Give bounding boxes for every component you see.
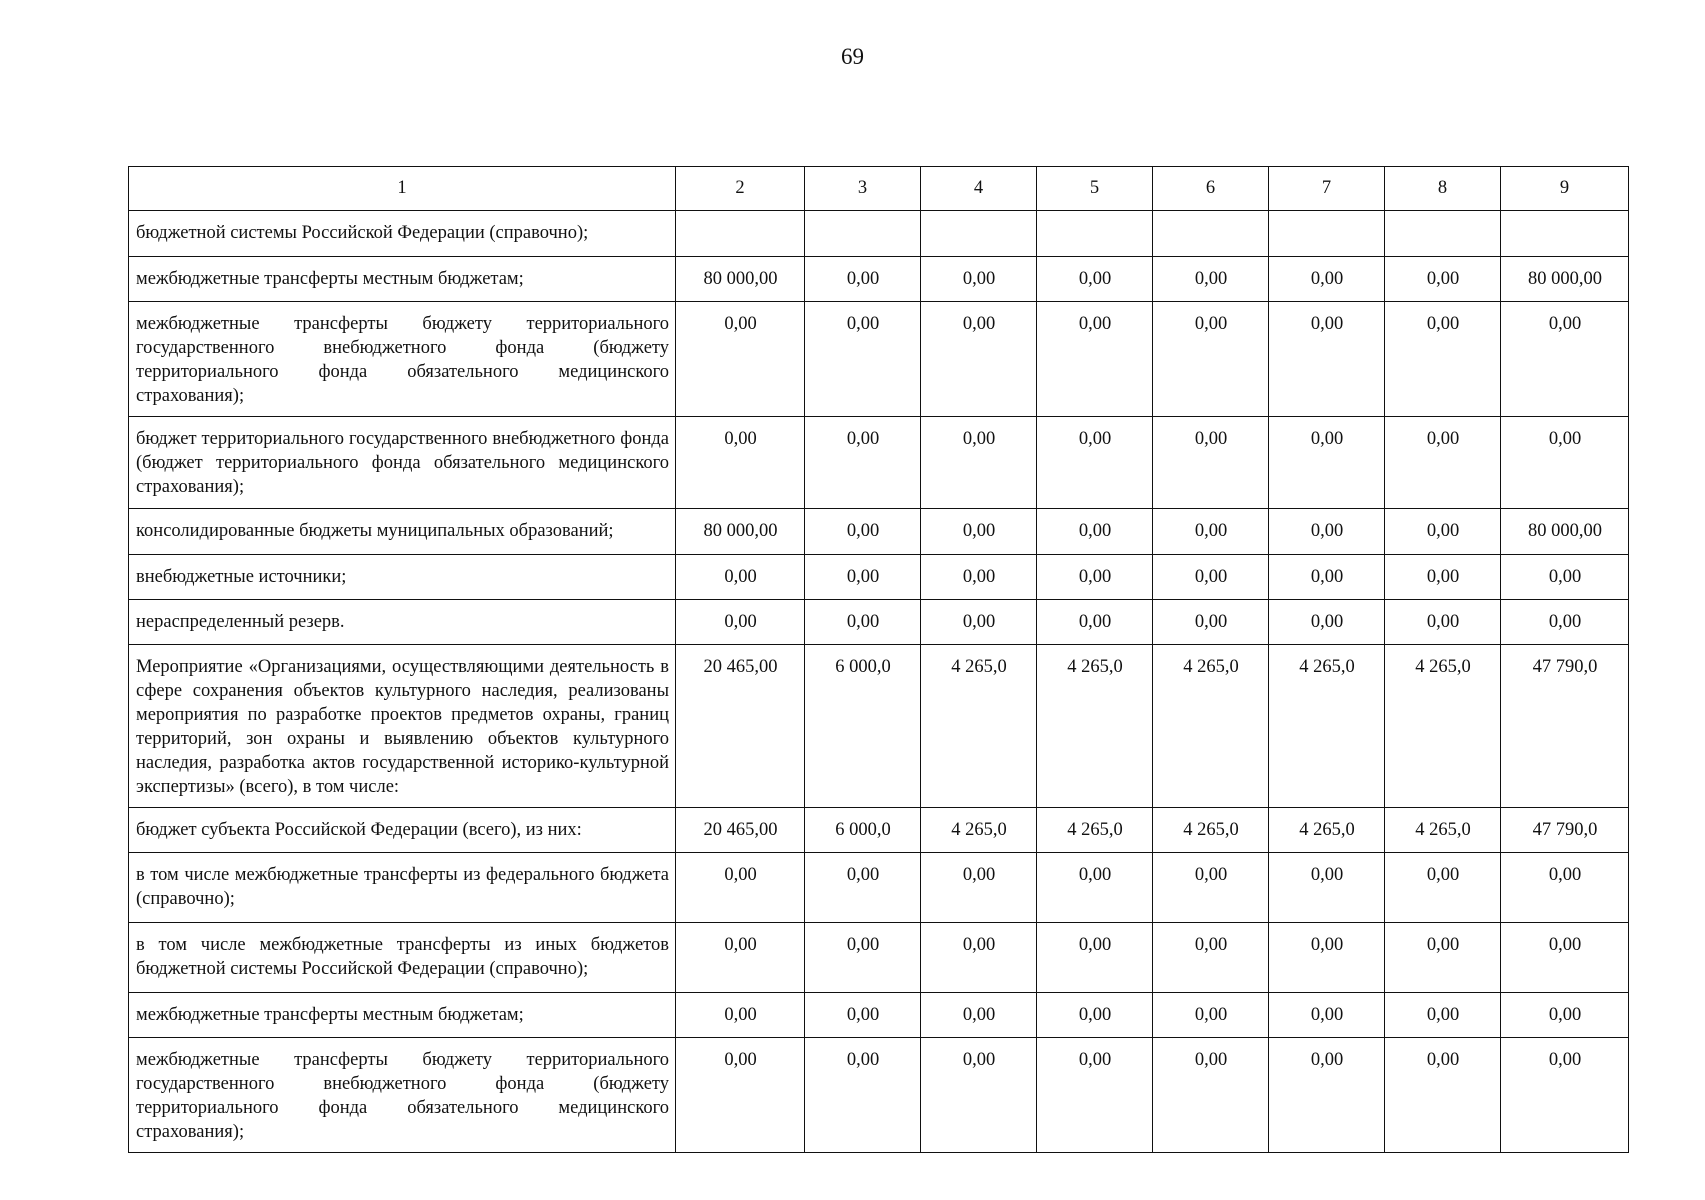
value-cell: 0,00	[1385, 993, 1501, 1038]
column-header: 1	[129, 167, 676, 211]
value-cell: 0,00	[1037, 257, 1153, 302]
table-row	[129, 1038, 1629, 1153]
value-cell: 0,00	[1037, 923, 1153, 993]
row-label: в том числе межбюджетные трансферты из иных бюджетов бюджетной системы Российской Федерации (справочно);	[129, 923, 676, 993]
row-label: внебюджетные источники;	[129, 555, 676, 600]
value-cell: 0,00	[805, 509, 921, 555]
value-cell: 0,00	[805, 417, 921, 509]
table-row	[129, 808, 1629, 853]
table-row	[129, 417, 1629, 509]
value-cell: 0,00	[805, 555, 921, 600]
table-row	[129, 923, 1629, 993]
value-cell: 0,00	[1385, 417, 1501, 509]
column-header: 4	[921, 167, 1037, 211]
row-label: нераспределенный резерв.	[129, 600, 676, 645]
value-cell: 0,00	[1037, 600, 1153, 645]
value-cell: 0,00	[1385, 853, 1501, 923]
value-cell: 47 790,0	[1501, 645, 1629, 808]
table-row	[129, 257, 1629, 302]
value-cell	[1037, 211, 1153, 257]
column-header: 5	[1037, 167, 1153, 211]
value-cell: 0,00	[1501, 1038, 1629, 1153]
value-cell: 4 265,0	[1385, 645, 1501, 808]
value-cell: 0,00	[1269, 1038, 1385, 1153]
value-cell: 0,00	[1153, 555, 1269, 600]
value-cell: 0,00	[1037, 993, 1153, 1038]
value-cell: 0,00	[1153, 1038, 1269, 1153]
table-row	[129, 509, 1629, 555]
budget-table	[128, 166, 1629, 1153]
value-cell: 4 265,0	[1269, 645, 1385, 808]
value-cell: 47 790,0	[1501, 808, 1629, 853]
value-cell: 0,00	[1153, 923, 1269, 993]
column-header: 2	[676, 167, 805, 211]
value-cell	[805, 211, 921, 257]
row-label: бюджетной системы Российской Федерации (справочно);	[129, 211, 676, 257]
value-cell: 80 000,00	[676, 257, 805, 302]
value-cell: 0,00	[1501, 993, 1629, 1038]
value-cell: 0,00	[1385, 257, 1501, 302]
value-cell: 0,00	[1269, 853, 1385, 923]
table-row	[129, 555, 1629, 600]
value-cell: 0,00	[1037, 853, 1153, 923]
value-cell: 0,00	[805, 853, 921, 923]
row-label: межбюджетные трансферты местным бюджетам;	[129, 993, 676, 1038]
value-cell: 20 465,00	[676, 645, 805, 808]
table-row	[129, 302, 1629, 417]
value-cell: 0,00	[676, 993, 805, 1038]
value-cell: 0,00	[676, 555, 805, 600]
value-cell: 0,00	[1269, 302, 1385, 417]
value-cell: 4 265,0	[921, 808, 1037, 853]
value-cell	[1269, 211, 1385, 257]
value-cell: 4 265,0	[1385, 808, 1501, 853]
value-cell: 4 265,0	[1037, 645, 1153, 808]
value-cell: 0,00	[1037, 302, 1153, 417]
column-header: 9	[1501, 167, 1629, 211]
value-cell: 0,00	[1153, 993, 1269, 1038]
table-row	[129, 853, 1629, 923]
value-cell: 0,00	[921, 257, 1037, 302]
value-cell: 0,00	[676, 853, 805, 923]
value-cell: 0,00	[1269, 417, 1385, 509]
value-cell: 20 465,00	[676, 808, 805, 853]
table-row	[129, 993, 1629, 1038]
value-cell: 4 265,0	[1037, 808, 1153, 853]
value-cell: 0,00	[1037, 509, 1153, 555]
value-cell	[1501, 211, 1629, 257]
table-row	[129, 645, 1629, 808]
header-row	[129, 167, 1629, 211]
row-label: бюджет территориального государственного внебюджетного фонда (бюджет территориального фонда обязательного медицинского страхования);	[129, 417, 676, 509]
value-cell: 0,00	[676, 1038, 805, 1153]
row-label: межбюджетные трансферты местным бюджетам;	[129, 257, 676, 302]
value-cell: 0,00	[921, 417, 1037, 509]
value-cell: 0,00	[805, 993, 921, 1038]
value-cell: 4 265,0	[1269, 808, 1385, 853]
value-cell: 0,00	[1501, 923, 1629, 993]
value-cell: 6 000,0	[805, 645, 921, 808]
value-cell: 0,00	[921, 555, 1037, 600]
column-header: 3	[805, 167, 921, 211]
column-header: 7	[1269, 167, 1385, 211]
column-header: 6	[1153, 167, 1269, 211]
value-cell: 0,00	[676, 417, 805, 509]
value-cell: 0,00	[805, 600, 921, 645]
value-cell: 0,00	[921, 600, 1037, 645]
value-cell: 6 000,0	[805, 808, 921, 853]
value-cell: 0,00	[1501, 853, 1629, 923]
value-cell: 0,00	[676, 600, 805, 645]
value-cell: 0,00	[1385, 923, 1501, 993]
value-cell: 0,00	[1153, 600, 1269, 645]
value-cell: 4 265,0	[921, 645, 1037, 808]
value-cell	[676, 211, 805, 257]
value-cell: 0,00	[805, 257, 921, 302]
table-row	[129, 211, 1629, 257]
value-cell: 0,00	[921, 993, 1037, 1038]
row-label: бюджет субъекта Российской Федерации (всего), из них:	[129, 808, 676, 853]
value-cell: 0,00	[921, 302, 1037, 417]
value-cell: 0,00	[1385, 302, 1501, 417]
value-cell: 0,00	[1385, 1038, 1501, 1153]
value-cell: 0,00	[921, 923, 1037, 993]
value-cell: 80 000,00	[676, 509, 805, 555]
value-cell: 4 265,0	[1153, 808, 1269, 853]
value-cell: 0,00	[1153, 853, 1269, 923]
value-cell: 0,00	[1269, 993, 1385, 1038]
value-cell: 0,00	[1501, 600, 1629, 645]
value-cell: 0,00	[1269, 555, 1385, 600]
row-label: в том числе межбюджетные трансферты из федерального бюджета (справочно);	[129, 853, 676, 923]
value-cell: 0,00	[1153, 257, 1269, 302]
value-cell: 0,00	[1153, 417, 1269, 509]
row-label: межбюджетные трансферты бюджету территориального государственного внебюджетного фонда (бюджету территориального фонда обязательного медицинского страхования);	[129, 302, 676, 417]
value-cell: 0,00	[1153, 302, 1269, 417]
value-cell: 4 265,0	[1153, 645, 1269, 808]
value-cell: 0,00	[1269, 509, 1385, 555]
value-cell: 0,00	[1385, 555, 1501, 600]
value-cell	[1385, 211, 1501, 257]
value-cell: 0,00	[1385, 509, 1501, 555]
page-number: 69	[841, 44, 864, 69]
row-label: консолидированные бюджеты муниципальных образований;	[129, 509, 676, 555]
value-cell: 0,00	[1037, 555, 1153, 600]
value-cell: 0,00	[1269, 600, 1385, 645]
value-cell: 0,00	[1501, 417, 1629, 509]
value-cell: 0,00	[1501, 302, 1629, 417]
row-label: Мероприятие «Организациями, осуществляющими деятельность в сфере сохранения объектов культурного наследия, реализованы мероприятия по разработке проектов предметов охраны, границ территорий, зон охраны и выявлению объектов культурного наследия, разработка актов государственной историко-культурной экспертизы» (всего), в том числе:	[129, 645, 676, 808]
value-cell: 0,00	[921, 509, 1037, 555]
value-cell: 0,00	[1385, 600, 1501, 645]
value-cell	[1153, 211, 1269, 257]
value-cell: 0,00	[805, 302, 921, 417]
value-cell: 0,00	[921, 1038, 1037, 1153]
column-header: 8	[1385, 167, 1501, 211]
value-cell: 0,00	[676, 302, 805, 417]
value-cell: 0,00	[1037, 1038, 1153, 1153]
value-cell: 0,00	[676, 923, 805, 993]
value-cell: 80 000,00	[1501, 257, 1629, 302]
value-cell: 0,00	[1501, 555, 1629, 600]
value-cell: 0,00	[1269, 923, 1385, 993]
row-label: межбюджетные трансферты бюджету территориального государственного внебюджетного фонда (бюджету территориального фонда обязательного медицинского страхования);	[129, 1038, 676, 1153]
value-cell: 0,00	[805, 1038, 921, 1153]
value-cell: 0,00	[1269, 257, 1385, 302]
value-cell: 0,00	[805, 923, 921, 993]
table-row	[129, 600, 1629, 645]
value-cell: 0,00	[1153, 509, 1269, 555]
value-cell: 0,00	[1037, 417, 1153, 509]
value-cell: 80 000,00	[1501, 509, 1629, 555]
value-cell	[921, 211, 1037, 257]
value-cell: 0,00	[921, 853, 1037, 923]
